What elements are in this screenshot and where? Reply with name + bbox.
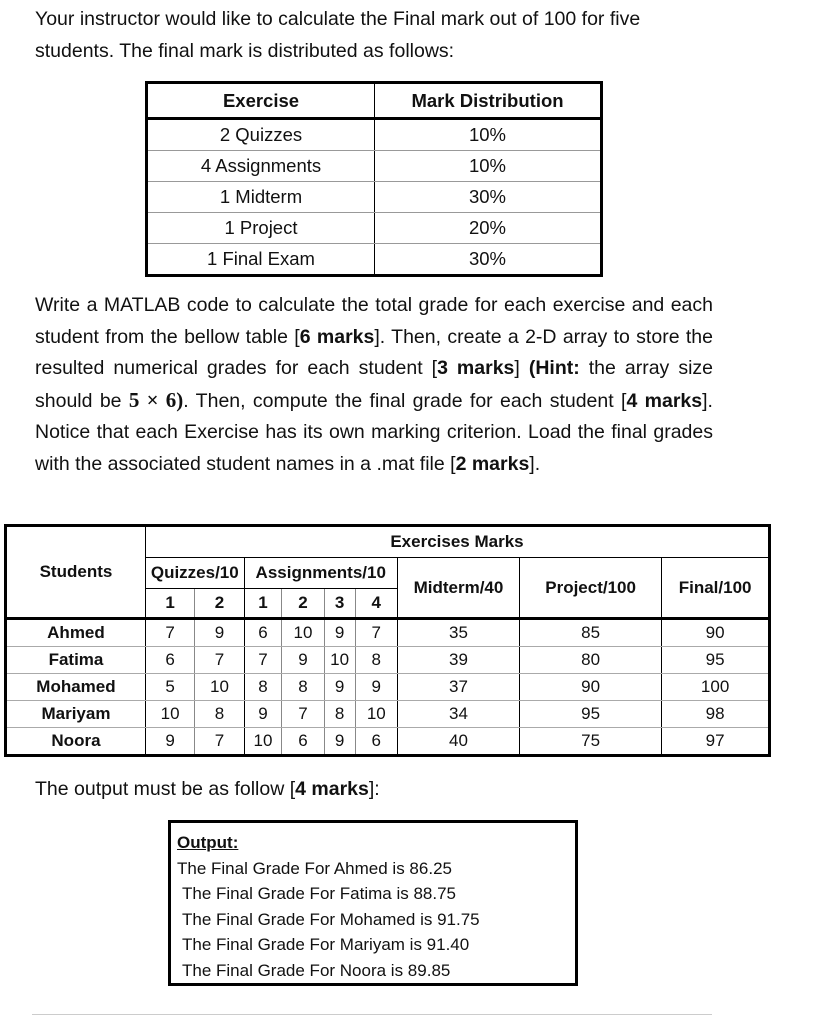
quiz-mark: 9 [195,619,244,647]
dist-percent-cell: 30% [375,244,602,276]
task-text: ]. [529,452,541,475]
table-row [6,647,770,674]
assignment-mark: 10 [282,619,324,647]
task-bold: 6 marks [299,325,375,348]
assignment-number: 1 [244,589,282,619]
dist-exercise-cell: 4 Assignments [147,151,375,182]
exercise-marks-table [4,524,771,757]
assignment-mark: 9 [324,674,355,701]
midterm-mark: 35 [397,619,519,647]
task-paragraph [35,290,713,480]
table-row [147,244,602,276]
midterm-mark: 39 [397,647,519,674]
assignment-number: 2 [282,589,324,619]
assignment-mark: 8 [355,647,397,674]
table-row [147,119,602,151]
quiz-mark: 6 [145,647,194,674]
quiz-mark: 8 [195,701,244,728]
dist-percent-cell: 20% [375,213,602,244]
table-row [6,728,770,756]
assignment-mark: 9 [355,674,397,701]
final-mark: 97 [662,728,770,756]
assignment-mark: 7 [244,647,282,674]
assignment-mark: 6 [355,728,397,756]
output-line: The Final Grade For Mohamed is 91.75 [182,909,480,929]
assignment-mark: 7 [355,619,397,647]
midterm-mark: 40 [397,728,519,756]
quiz-number: 2 [195,589,244,619]
output-line: The Final Grade For Mariyam is 91.40 [182,935,470,954]
assignments-header: Assignments/10 [244,558,397,589]
assignment-mark: 9 [324,728,355,756]
assignment-mark: 8 [324,701,355,728]
dist-percent-cell: 30% [375,182,602,213]
assignment-mark: 9 [324,619,355,647]
quiz-mark: 10 [145,701,194,728]
assignment-mark: 7 [282,701,324,728]
task-bold: (Hint: [528,357,580,379]
dist-header-distribution: Mark Distribution [375,83,602,119]
dist-exercise-cell: 1 Midterm [147,182,375,213]
output-line: The Final Grade For Noora is 89.85 [182,960,451,980]
quiz-mark: 7 [195,728,244,756]
table-row [147,182,602,213]
task-text: . Then, compute the final grade for each student [ [183,389,627,412]
midterm-mark: 37 [397,674,519,701]
quiz-mark: 9 [165,731,175,750]
quiz-number: 1 [145,589,194,619]
output-intro [35,774,713,806]
student-name: Ahmed [6,619,146,647]
dist-exercise-cell: 1 Final Exam [147,244,375,276]
assignment-mark: 6 [282,728,324,756]
project-mark: 75 [520,728,662,756]
final-mark: 95 [662,647,770,674]
dist-exercise-cell: 1 Project [147,213,375,244]
table-row [6,701,770,728]
dist-percent-cell: 10% [375,119,602,151]
project-mark: 95 [520,701,662,728]
assignment-mark: 8 [282,674,324,701]
output-intro-text: The output must be as follow [ [35,778,296,800]
mark-distribution-table [145,81,603,277]
task-text: ]. Then, create a 2-D array to store the resulted numerical grades for each student [ [35,325,713,379]
exercises-marks-header: Exercises Marks [145,526,769,558]
table-row [6,674,770,701]
table-row [147,151,602,182]
assignment-mark: 10 [355,701,397,728]
final-mark: 90 [662,619,770,647]
task-bold: 2 marks [455,452,530,475]
output-line: The Final Grade For Ahmed is 86.25 [177,858,452,878]
final-mark: 98 [662,701,770,728]
project-mark: 85 [520,619,662,647]
project-mark: 80 [520,647,662,674]
student-name: Noora [6,728,146,756]
task-text: ]. Notice that each Exercise has its own marking criterion. Load the final grades with the associated student names in a .mat file [ [35,389,713,475]
quiz-mark: 10 [195,674,244,701]
output-intro-bold: 4 marks [295,778,369,800]
quizzes-header: Quizzes/10 [145,558,244,589]
dist-exercise-cell: 2 Quizzes [147,119,375,151]
assignment-mark: 10 [324,647,355,674]
student-name: Mariyam [6,701,146,728]
assignment-mark: 9 [244,701,282,728]
table-row [147,213,602,244]
project-mark: 90 [520,674,662,701]
footer-divider [32,1014,712,1015]
dist-percent-cell: 10% [375,151,602,182]
project-header: Project/100 [520,558,662,619]
student-name: Mohamed [6,674,146,701]
quiz-mark: 7 [195,647,244,674]
assignment-mark: 9 [282,647,324,674]
student-name: Fatima [6,647,146,674]
midterm-mark: 34 [397,701,519,728]
final-mark: 100 [662,674,770,701]
task-text: ] [514,357,529,379]
students-header: Students [6,526,146,619]
output-title: Output: [177,833,239,852]
assignment-number: 4 [355,589,397,619]
output-intro-text: ]: [368,778,380,800]
dist-header-exercise: Exercise [147,83,375,119]
midterm-header: Midterm/40 [397,558,519,619]
task-bold: 4 marks [626,389,703,412]
task-text: Write a MATLAB code to calculate the total grade for each exercise and each student from the bellow table [ [35,294,713,348]
task-text: the array size should be [35,357,713,412]
assignment-mark: 8 [244,674,282,701]
quiz-mark: 7 [145,619,194,647]
task-array-size: 5 × 6) [128,387,184,412]
assignment-mark: 10 [244,728,282,756]
assignment-number: 3 [324,589,355,619]
quiz-mark: 5 [145,674,194,701]
intro-paragraph: Your instructor would like to calculate the Final mark out of 100 for five students. The final mark is distributed as follows: [35,8,641,62]
final-header: Final/100 [662,558,770,619]
assignment-mark: 6 [244,619,282,647]
table-row [6,619,770,647]
output-box [168,820,578,986]
output-line: The Final Grade For Fatima is 88.75 [182,884,457,903]
task-bold: 3 marks [437,357,515,379]
